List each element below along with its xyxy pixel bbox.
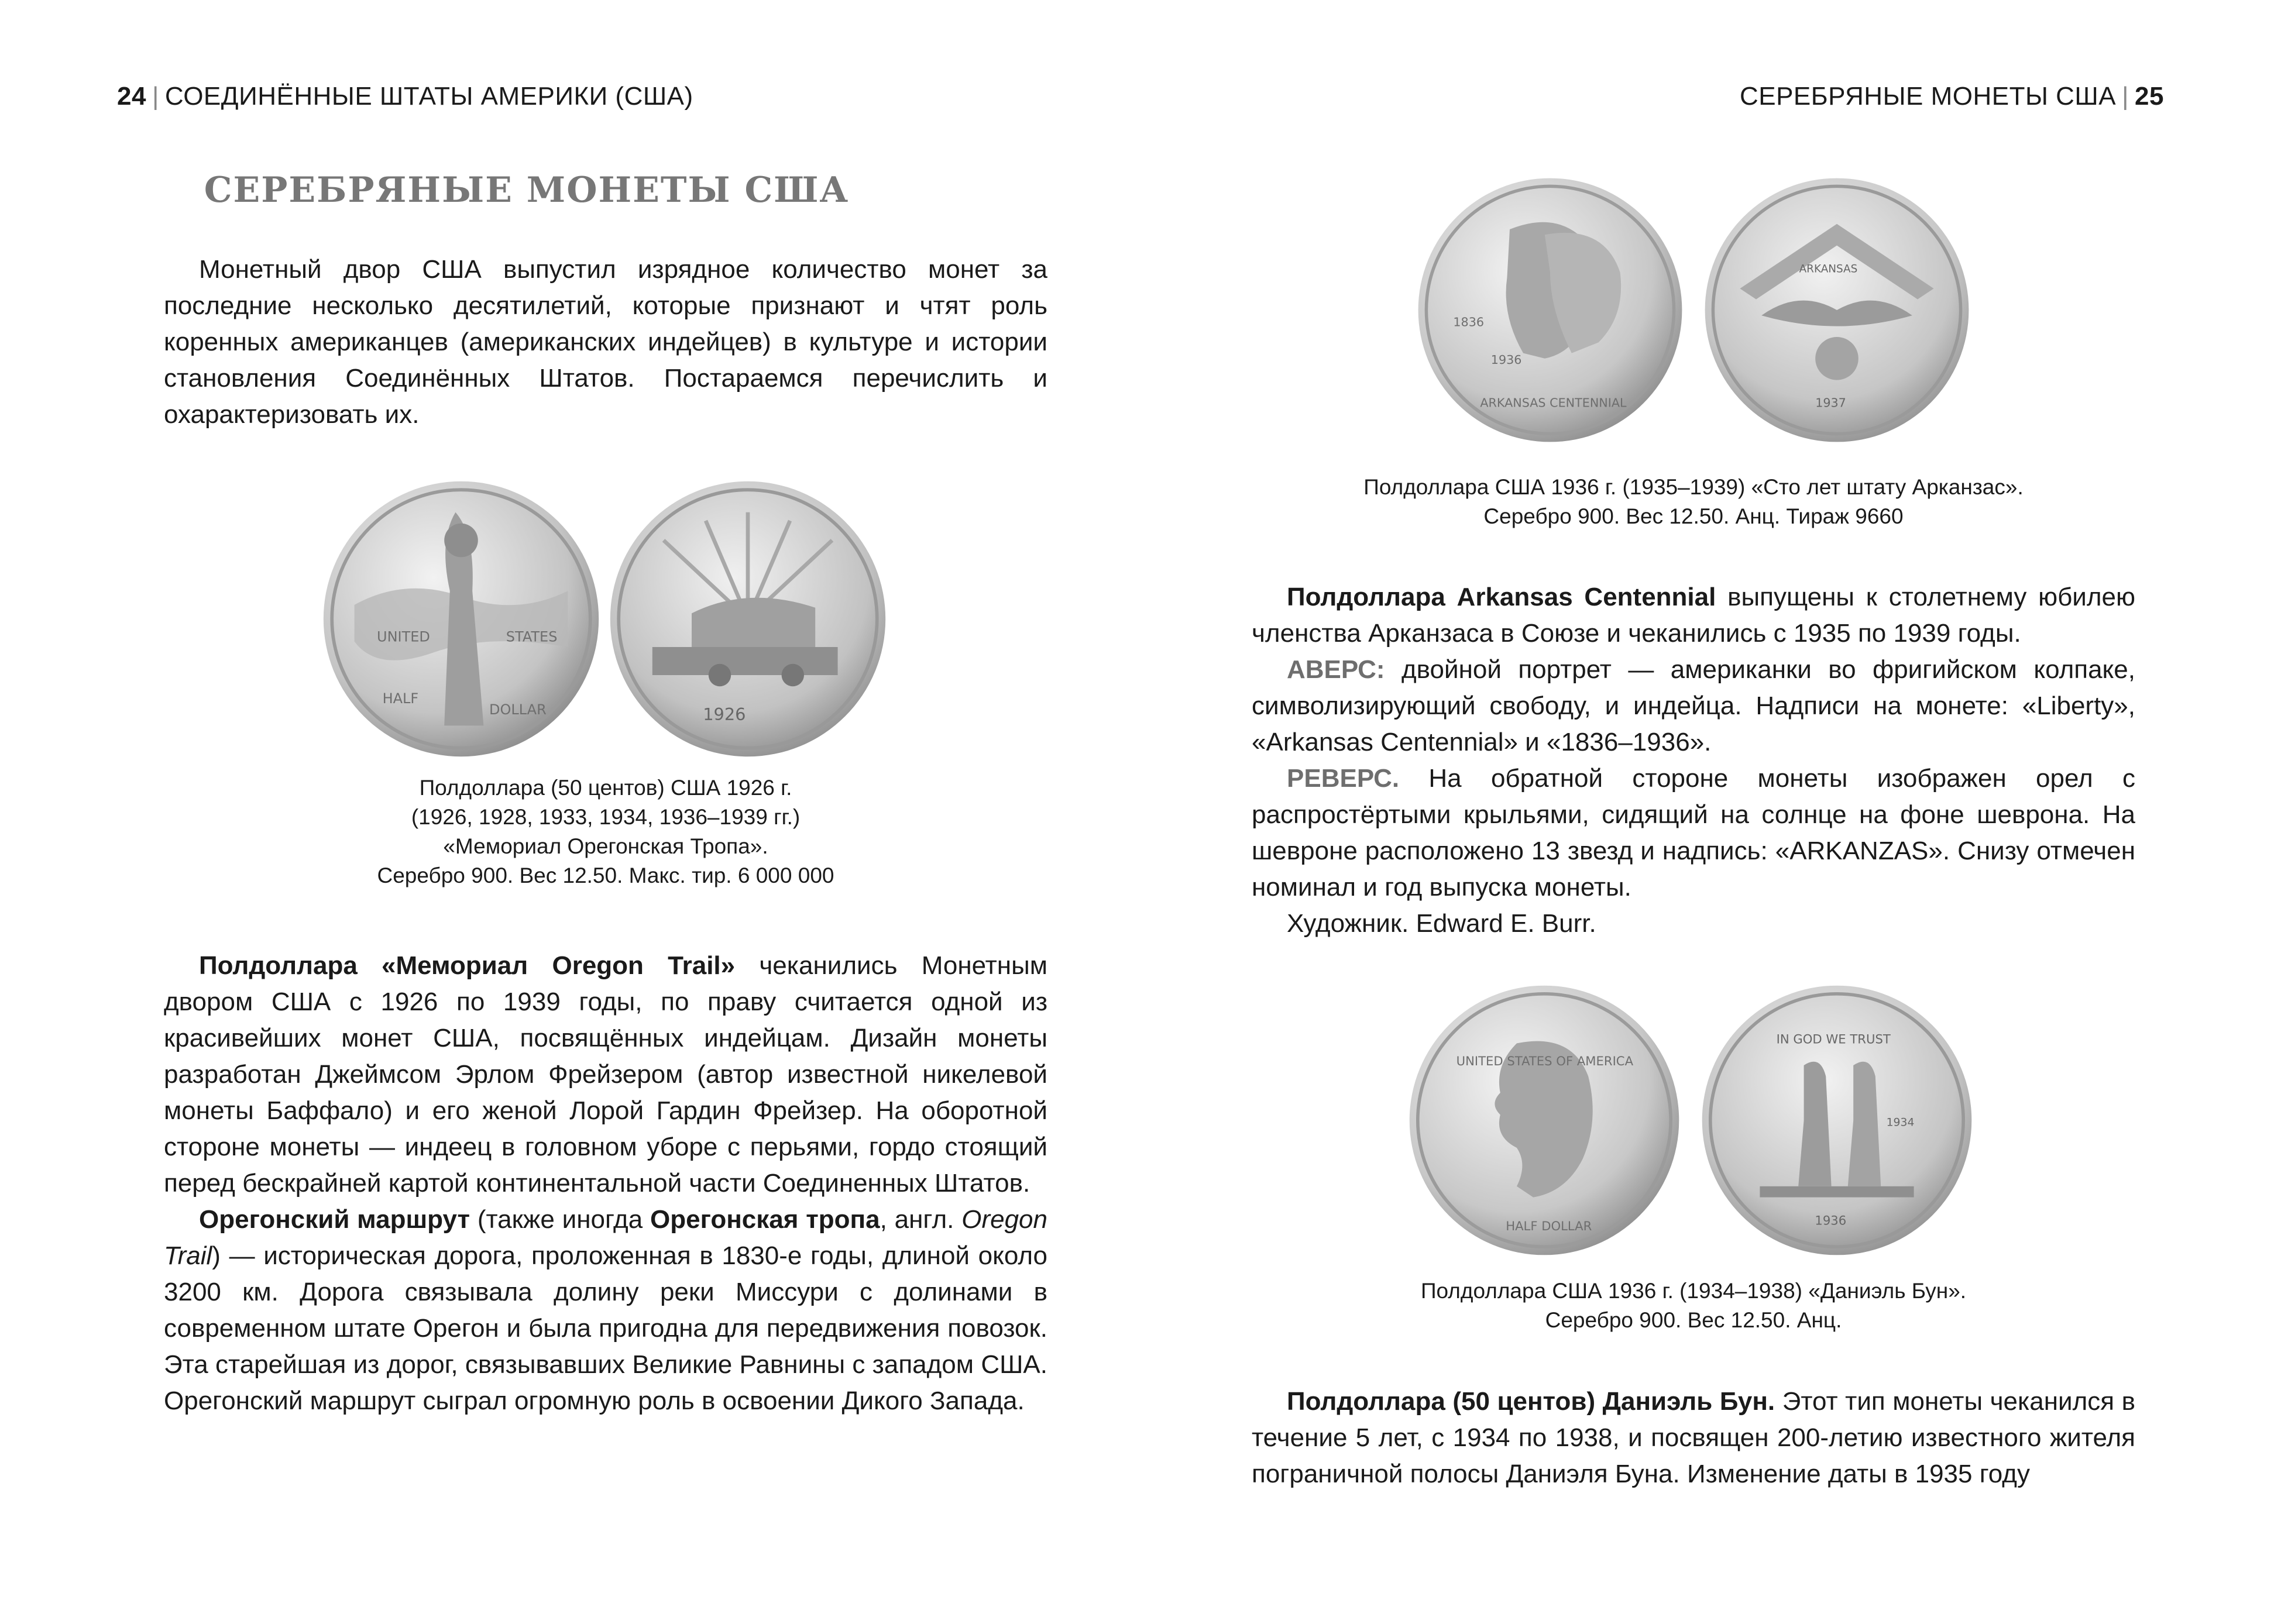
svg-text:1936: 1936 <box>1815 1213 1847 1228</box>
caption-oregon-line3: «Мемориал Орегонская Тропа». <box>443 834 768 858</box>
svg-text:HALF DOLLAR: HALF DOLLAR <box>1506 1219 1592 1233</box>
svg-text:UNITED STATES OF AMERICA: UNITED STATES OF AMERICA <box>1456 1054 1634 1068</box>
avers-text: двойной портрет — американки во фригийском колпаке, символизирующий свободу, и индейца. Надписи на монете: «Liberty», «Arkansas Centennial» и «1836–1936». <box>1252 655 2135 756</box>
oregon-obverse-icon <box>321 479 602 759</box>
svg-text:1926: 1926 <box>703 704 746 724</box>
oregon-title: Полдоллара «Мемориал Oregon Trail» <box>199 951 736 980</box>
section-title: СЕРЕБРЯНЫЕ МОНЕТЫ США <box>204 170 850 211</box>
oregon-paragraphs <box>164 948 1047 1419</box>
svg-text:1836: 1836 <box>1453 315 1485 329</box>
caption-oregon-line2: (1926, 1928, 1933, 1934, 1936–1939 гг.) <box>411 805 801 829</box>
boone-obverse-image <box>1407 983 1682 1258</box>
oregon-trail-text2: , англ. <box>880 1205 962 1234</box>
oregon-trail-english: Oregon Trail <box>164 1205 1047 1270</box>
artist-paragraph: Художник. Edward E. Burr. <box>1287 909 1596 938</box>
avers-label: АВЕРС: <box>1287 655 1385 684</box>
svg-text:1934: 1934 <box>1886 1116 1915 1129</box>
running-title-left: СОЕДИНЁННЫЕ ШТАТЫ АМЕРИКИ (США) <box>164 82 693 111</box>
boone-title: Полдоллара (50 центов) Даниэль Бун. <box>1287 1387 1775 1416</box>
oregon-trail-text1: (также иногда <box>470 1205 650 1234</box>
caption-arkansas-line2: Серебро 900. Вес 12.50. Анц. Тираж 9660 <box>1483 504 1904 528</box>
caption-oregon <box>293 773 919 890</box>
svg-text:1936: 1936 <box>1490 353 1522 367</box>
oregon-paragraph <box>164 948 1047 1202</box>
arkansas-text: выпущены к столетнему юбилею членства Арканзаса в Союзе и чеканились с 1935 по 1939 годы. <box>1252 583 2135 648</box>
arkansas-reverse-image <box>1702 176 1971 445</box>
boone-paragraph <box>1252 1384 2135 1492</box>
intro-text: Монетный двор США выпустил изрядное количество монет за последние несколько десятилетий, которые признают и чтят роль коренных американцев (американских индейцев) в культуре и истории становления Соединённых Штатов. Постараемся перечислить и охарактеризовать их. <box>164 255 1047 429</box>
svg-text:ARKANSAS CENTENNIAL: ARKANSAS CENTENNIAL <box>1480 395 1627 410</box>
arkansas-paragraph <box>1252 579 2135 652</box>
caption-oregon-line4: Серебро 900. Вес 12.50. Макс. тир. 6 000 000 <box>377 863 834 887</box>
arkansas-title: Полдоллара Arkansas Centennial <box>1287 583 1716 611</box>
svg-text:ARKANSAS: ARKANSAS <box>1799 263 1858 276</box>
oregon-trail-paragraph <box>164 1202 1047 1419</box>
caption-boone-line2: Серебро 900. Вес 12.50. Анц. <box>1545 1308 1842 1332</box>
caption-boone-line1: Полдоллара США 1936 г. (1934–1938) «Даниэль Бун». <box>1420 1279 1967 1303</box>
boone-paragraph-block <box>1252 1384 2135 1492</box>
boone-text: Этот тип монеты чеканился в течение 5 лет, с 1934 по 1938, и посвящен 200-летию известного жителя пограничной полосы Даниэля Буна. Изменение даты в 1935 году <box>1252 1387 2135 1488</box>
avers-paragraph <box>1252 652 2135 761</box>
running-head-left: 24 | СОЕДИНЁННЫЕ ШТАТЫ АМЕРИКИ (США) <box>117 82 693 111</box>
running-title-right: СЕРЕБРЯНЫЕ МОНЕТЫ США <box>1739 82 2117 111</box>
svg-text:UNITED: UNITED <box>377 628 430 645</box>
arkansas-obverse-image <box>1416 176 1685 445</box>
oregon-obverse-image <box>321 479 602 759</box>
arkansas-paragraphs <box>1252 579 2135 942</box>
oregon-trail-text3: ) — историческая дорога, проложенная в 1830-е годы, длиной около 3200 км. Дорога связывала долину реки Миссури с долинами в современном штате Орегон и была пригодна для передвижения повозок. Эта старейшая из дорог, связывавших Великие Равнины с западом США. Орегонский маршрут сыграл огромную роль в освоении Дикого Запада. <box>164 1241 1047 1415</box>
left-page <box>0 0 1140 1624</box>
caption-boone <box>1287 1277 2100 1335</box>
boone-reverse-icon <box>1699 983 1974 1258</box>
caption-oregon-line1: Полдоллара (50 центов) США 1926 г. <box>419 776 792 800</box>
oregon-text: чеканились Монетным двором США с 1926 по 1939 годы, по праву считается одной из красивейших монет США, посвящённых индейцам. Дизайн монеты разработан Джеймсом Эрлом Фрейзером (автор известной никелевой монеты Баффало) и его женой Лорой Гардин Фрейзер. На оборотной стороне монеты — индеец в головном уборе с перьями, гордо стоящий перед бескрайней картой континентальной части Соединенных Штатов. <box>164 951 1047 1198</box>
boone-obverse-icon <box>1407 983 1682 1258</box>
svg-text:IN GOD WE TRUST: IN GOD WE TRUST <box>1776 1031 1891 1047</box>
page-number-left: 24 <box>117 82 146 111</box>
svg-text:HALF: HALF <box>382 690 419 707</box>
right-page <box>1140 0 2281 1624</box>
revers-label: РЕВЕРС. <box>1287 764 1400 793</box>
oregon-reverse-icon <box>607 479 888 759</box>
caption-arkansas <box>1287 473 2100 531</box>
svg-text:1937: 1937 <box>1815 395 1846 410</box>
caption-arkansas-line1: Полдоллара США 1936 г. (1935–1939) «Сто лет штату Арканзас». <box>1363 475 2024 499</box>
oregon-reverse-image <box>607 479 888 759</box>
arkansas-obverse-icon <box>1416 176 1685 445</box>
oregon-trail-term: Орегонская тропа <box>650 1205 880 1234</box>
running-head-right: СЕРЕБРЯНЫЕ МОНЕТЫ США | 25 <box>1739 82 2164 111</box>
boone-reverse-image <box>1699 983 1974 1258</box>
page-number-right: 25 <box>2135 82 2164 111</box>
svg-text:DOLLAR: DOLLAR <box>489 701 547 718</box>
revers-paragraph <box>1252 761 2135 906</box>
oregon-route-term: Орегонский маршрут <box>199 1205 470 1234</box>
svg-text:STATES: STATES <box>506 628 558 645</box>
revers-text: На обратной стороне монеты изображен орел с распростёртыми крыльями, сидящий на солнце на фоне шеврона. На шевроне расположено 13 звезд и надпись: «ARKANZAS». Снизу отмечен номинал и год выпуска монеты. <box>1252 764 2135 902</box>
arkansas-reverse-icon <box>1702 176 1971 445</box>
intro-paragraph <box>164 252 1047 433</box>
